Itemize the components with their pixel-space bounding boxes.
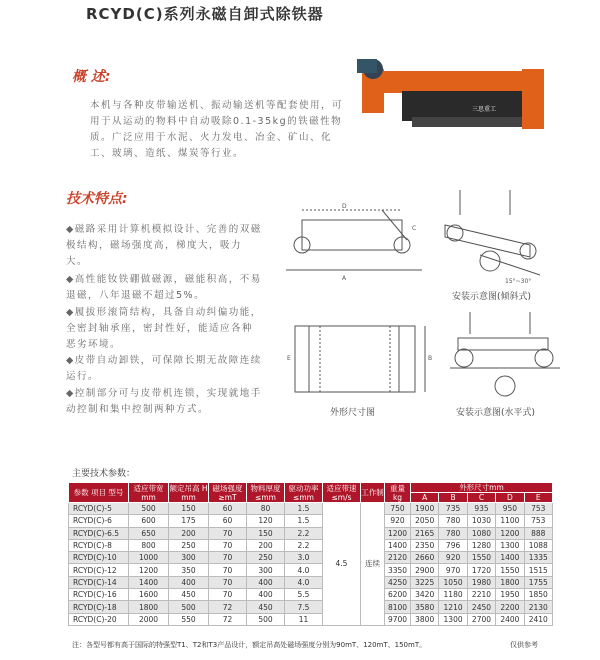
- table-cell: 796: [439, 539, 467, 551]
- model-cell: RCYD(C)-16: [69, 589, 129, 601]
- dim-letter-e: E: [287, 355, 291, 362]
- table-cell: 2.2: [285, 527, 323, 539]
- table-cell: 2210: [467, 589, 495, 601]
- params-title: 主要技术参数：: [72, 469, 136, 479]
- caption-install-tilt: 安装示意图(倾斜式): [452, 292, 532, 302]
- table-cell: 4250: [385, 576, 411, 588]
- table-cell: 2120: [385, 552, 411, 564]
- model-cell: RCYD(C)-10: [69, 552, 129, 564]
- table-cell: 1800: [129, 601, 169, 613]
- angle-label: 15°~30°: [505, 278, 532, 285]
- table-cell: 780: [439, 515, 467, 527]
- table-cell: 1550: [496, 564, 524, 576]
- table-cell: 1400: [385, 539, 411, 551]
- table-cell: 780: [439, 527, 467, 539]
- table-row: [69, 527, 553, 539]
- table-cell: 1200: [385, 527, 411, 539]
- table-cell: 1950: [496, 589, 524, 601]
- outline-top-diagram: [285, 320, 440, 400]
- th-dim-c: C: [467, 493, 495, 503]
- table-cell: 2.2: [285, 539, 323, 551]
- table-cell: 950: [496, 503, 524, 515]
- table-cell: 2900: [411, 564, 439, 576]
- table-cell: 1800: [496, 576, 524, 588]
- table-cell: 120: [247, 515, 285, 527]
- model-cell: RCYD(C)-20: [69, 613, 129, 625]
- features-heading: 技术特点:: [66, 191, 128, 207]
- table-cell: 3.0: [285, 552, 323, 564]
- dim-letter-c: C: [412, 225, 417, 232]
- table-cell: 150: [169, 503, 209, 515]
- table-cell: 1050: [439, 576, 467, 588]
- table-cell: 1720: [467, 564, 495, 576]
- th-speed: 适应带速 ≤m/s: [323, 483, 361, 503]
- table-cell: 72: [209, 613, 247, 625]
- table-cell: 60: [209, 503, 247, 515]
- table-cell: 1.5: [285, 503, 323, 515]
- table-cell: 300: [169, 552, 209, 564]
- page-title: RCYD(C)系列永磁自卸式除铁器: [86, 5, 324, 23]
- table-row: [69, 589, 553, 601]
- table-cell: 400: [169, 576, 209, 588]
- table-cell: 1000: [129, 552, 169, 564]
- table-cell: 500: [247, 613, 285, 625]
- table-cell: 2130: [524, 601, 552, 613]
- model-cell: RCYD(C)-12: [69, 564, 129, 576]
- table-cell: 750: [385, 503, 411, 515]
- table-row: [69, 552, 553, 564]
- table-row: [69, 564, 553, 576]
- table-cell: 250: [169, 539, 209, 551]
- table-cell: 9700: [385, 613, 411, 625]
- table-cell: 350: [169, 564, 209, 576]
- table-row: [69, 515, 553, 527]
- photo-label: 三思重工: [472, 106, 497, 113]
- table-cell: 4.0: [285, 564, 323, 576]
- table-cell: 1550: [467, 552, 495, 564]
- table-cell: 1100: [496, 515, 524, 527]
- table-cell: 60: [209, 515, 247, 527]
- table-cell: 3800: [411, 613, 439, 625]
- table-cell: 1515: [524, 564, 552, 576]
- table-cell: 80: [247, 503, 285, 515]
- th-field: 磁场强度 ≥mT: [209, 483, 247, 503]
- dim-letter-b: B: [428, 355, 433, 362]
- table-cell: 2200: [496, 601, 524, 613]
- table-cell: 1030: [467, 515, 495, 527]
- table-cell: 175: [169, 515, 209, 527]
- speed-cell: 4.5: [323, 503, 361, 626]
- table-cell: 970: [439, 564, 467, 576]
- table-cell: 6200: [385, 589, 411, 601]
- table-cell: 450: [247, 601, 285, 613]
- table-cell: 935: [467, 503, 495, 515]
- table-row: [69, 576, 553, 588]
- table-cell: 2400: [496, 613, 524, 625]
- feature-2: ◆高性能钕铁硼做磁源，磁能积高，不易退磁，八年退磁不超过5%。: [66, 274, 262, 301]
- duty-cell: 连续: [361, 503, 385, 626]
- table-cell: 800: [129, 539, 169, 551]
- th-dim-b: B: [439, 493, 467, 503]
- table-cell: 400: [247, 589, 285, 601]
- th-power: 驱动功率 ≤mm: [285, 483, 323, 503]
- model-cell: RCYD(C)-6: [69, 515, 129, 527]
- table-cell: 400: [247, 576, 285, 588]
- table-cell: 7.5: [285, 601, 323, 613]
- table-cell: 753: [524, 503, 552, 515]
- table-cell: 250: [247, 552, 285, 564]
- machine-photo: [352, 55, 552, 145]
- table-cell: 200: [169, 527, 209, 539]
- spec-table: [68, 482, 553, 626]
- table-cell: 72: [209, 601, 247, 613]
- table-cell: 1088: [524, 539, 552, 551]
- table-cell: 2450: [467, 601, 495, 613]
- table-cell: 300: [247, 564, 285, 576]
- table-cell: 3350: [385, 564, 411, 576]
- footnote: 注：各型号都有高于国际的特强型T1、T2和T3产品设计，额定吊高处磁场强度分别为90mT、120mT、150mT。: [72, 641, 427, 649]
- table-cell: 735: [439, 503, 467, 515]
- table-cell: 2660: [411, 552, 439, 564]
- th-dim-d: D: [496, 493, 524, 503]
- table-cell: 600: [129, 515, 169, 527]
- table-cell: 5.5: [285, 589, 323, 601]
- table-cell: 920: [439, 552, 467, 564]
- table-cell: 11: [285, 613, 323, 625]
- table-cell: 3225: [411, 576, 439, 588]
- table-cell: 70: [209, 576, 247, 588]
- feature-5: ◆控制部分可与皮带机连锁，实现就地手动控制和集中控制两种方式。: [66, 388, 262, 415]
- caption-install-flat: 安装示意图(水平式): [456, 408, 536, 418]
- caption-outline: 外形尺寸图: [330, 408, 376, 418]
- table-cell: 2050: [411, 515, 439, 527]
- table-cell: 650: [129, 527, 169, 539]
- table-cell: 1335: [524, 552, 552, 564]
- table-cell: 70: [209, 527, 247, 539]
- table-row: [69, 613, 553, 625]
- table-cell: 1.5: [285, 515, 323, 527]
- table-cell: 70: [209, 564, 247, 576]
- model-cell: RCYD(C)-6.5: [69, 527, 129, 539]
- table-cell: 920: [385, 515, 411, 527]
- table-cell: 550: [169, 613, 209, 625]
- table-cell: 1400: [496, 552, 524, 564]
- feature-4: ◆皮带自动卸铁，可保障长期无故障连续运行。: [66, 355, 262, 382]
- table-cell: 3580: [411, 601, 439, 613]
- model-cell: RCYD(C)-8: [69, 539, 129, 551]
- table-cell: 1210: [439, 601, 467, 613]
- table-cell: 8100: [385, 601, 411, 613]
- model-cell: RCYD(C)-5: [69, 503, 129, 515]
- th-duty: 工作制: [361, 483, 385, 503]
- dim-letter-d: D: [342, 203, 347, 210]
- table-cell: 1300: [496, 539, 524, 551]
- outline-side-diagram: [282, 200, 432, 290]
- table-cell: 4.0: [285, 576, 323, 588]
- overview-text: 本机与各种皮带输送机、振动输送机等配套使用，可用于从运动的物料中自动吸除0.1-35kg的铁磁性物质。广泛应用于水泥、火力发电、冶金、矿山、化工、玻璃、造纸、煤炭等行业。: [90, 100, 344, 159]
- table-cell: 753: [524, 515, 552, 527]
- table-cell: 1180: [439, 589, 467, 601]
- table-cell: 70: [209, 589, 247, 601]
- dim-letter-a: A: [342, 275, 347, 282]
- table-cell: 2165: [411, 527, 439, 539]
- th-dimensions: 外形尺寸mm: [411, 483, 553, 493]
- table-cell: 2000: [129, 613, 169, 625]
- table-cell: 1280: [467, 539, 495, 551]
- th-height: 额定吊高 H mm: [169, 483, 208, 502]
- table-cell: 1300: [439, 613, 467, 625]
- feature-1: ◆磁路采用计算机模拟设计、完善的双磁极结构，磁场强度高，梯度大，吸力大。: [66, 224, 262, 267]
- install-tilt-diagram: [440, 185, 560, 285]
- model-cell: RCYD(C)-18: [69, 601, 129, 613]
- th-belt-width: 适应带宽 mm: [129, 483, 169, 503]
- table-cell: 1200: [129, 564, 169, 576]
- table-cell: 2700: [467, 613, 495, 625]
- table-cell: 70: [209, 539, 247, 551]
- table-cell: 450: [169, 589, 209, 601]
- table-cell: 1850: [524, 589, 552, 601]
- table-row: [69, 503, 553, 515]
- th-weight: 重量 kg: [385, 483, 411, 503]
- table-cell: 1400: [129, 576, 169, 588]
- install-flat-diagram: [450, 310, 560, 402]
- table-cell: 1600: [129, 589, 169, 601]
- table-cell: 150: [247, 527, 285, 539]
- reference-note: 仅供参考: [510, 641, 538, 649]
- table-row: [69, 601, 553, 613]
- overview-heading: 概 述:: [72, 69, 111, 85]
- th-model: 参数 项目 型号: [69, 483, 129, 503]
- table-cell: 3420: [411, 589, 439, 601]
- table-cell: 1900: [411, 503, 439, 515]
- th-thickness: 物料厚度 ≤mm: [247, 483, 285, 503]
- table-cell: 1080: [467, 527, 495, 539]
- table-cell: 70: [209, 552, 247, 564]
- table-cell: 2410: [524, 613, 552, 625]
- table-row: [69, 539, 553, 551]
- th-dim-e: E: [524, 493, 552, 503]
- th-dim-a: A: [411, 493, 439, 503]
- table-cell: 200: [247, 539, 285, 551]
- table-cell: 2350: [411, 539, 439, 551]
- table-cell: 500: [129, 503, 169, 515]
- model-cell: RCYD(C)-14: [69, 576, 129, 588]
- table-cell: 1980: [467, 576, 495, 588]
- table-cell: 1200: [496, 527, 524, 539]
- table-cell: 500: [169, 601, 209, 613]
- table-cell: 1755: [524, 576, 552, 588]
- table-cell: 888: [524, 527, 552, 539]
- feature-3: ◆履拔形滚筒结构，具备自动纠偏功能，全密封轴承座，密封性好，能适应各种恶劣环境。: [66, 307, 262, 350]
